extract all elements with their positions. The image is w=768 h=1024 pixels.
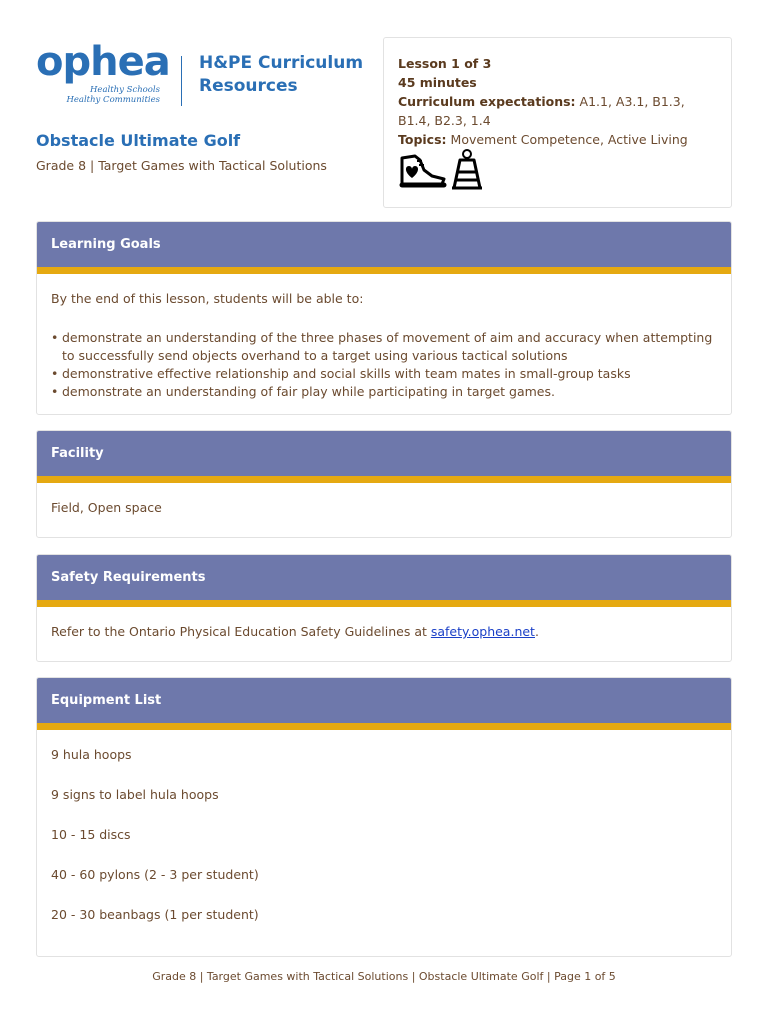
brand-line-2: Resources (199, 76, 298, 96)
lesson-subtitle: Grade 8 | Target Games with Tactical Solutions (36, 158, 327, 173)
learning-goals-header (37, 222, 731, 274)
safety-text-end: . (534, 624, 539, 639)
learning-goals-section (36, 221, 732, 415)
list-item: 40 - 60 pylons (2 - 3 per student) (51, 867, 259, 882)
safety-section (36, 554, 732, 662)
logo-tagline-1: Healthy Schools (90, 85, 160, 95)
brand-title (199, 52, 363, 98)
curriculum-label: Curriculum expectations: (398, 94, 576, 109)
list-item: 9 signs to label hula hoops (51, 787, 219, 802)
lesson-info-box (383, 37, 732, 208)
lesson-duration: 45 minutes (398, 75, 477, 90)
curriculum-value: A1.1, A3.1, B1.3, B1.4, B2.3, 1.4 (398, 94, 685, 128)
facility-heading: Facility (51, 446, 104, 461)
list-item: 9 hula hoops (51, 747, 132, 762)
logo-tagline-2: Healthy Communities (66, 95, 160, 105)
learning-goals-body (37, 274, 731, 415)
shoe-heart-icon (402, 156, 444, 185)
equipment-header (37, 678, 731, 730)
list-item: 20 - 30 beanbags (1 per student) (51, 907, 259, 922)
list-item: • demonstrate an understanding of the three phases of movement of aim and accuracy when attempting to successfully send objects overhand to a target using various tactical solutions (51, 329, 717, 365)
safety-text: Refer to the Ontario Physical Education Safety Guidelines at (51, 624, 431, 639)
page-footer: Grade 8 | Target Games with Tactical Solutions | Obstacle Ultimate Golf | Page 1 of 5 (152, 970, 616, 983)
ophea-logo (36, 38, 170, 108)
fitness-ladder-icon (452, 150, 482, 188)
list-item: 10 - 15 discs (51, 827, 131, 842)
safety-header (37, 555, 731, 607)
brand-line-1: H&PE Curriculum (199, 53, 364, 73)
topics-value: Movement Competence, Active Living (450, 132, 688, 147)
lesson-title: Obstacle Ultimate Golf (36, 131, 241, 150)
facility-text: Field, Open space (51, 500, 162, 515)
topics (398, 130, 717, 149)
facility-header (37, 431, 731, 483)
learning-goals-list (51, 329, 717, 401)
topics-label: Topics: (398, 132, 447, 147)
logo-divider (181, 56, 182, 106)
equipment-body (37, 730, 731, 957)
list-item: • demonstrate an understanding of fair play while participating in target games. (51, 383, 717, 401)
learning-goals-heading: Learning Goals (51, 237, 161, 252)
lesson-number: Lesson 1 of 3 (398, 56, 492, 71)
facility-body (37, 483, 731, 533)
safety-body (37, 607, 731, 657)
facility-section (36, 430, 732, 538)
safety-heading: Safety Requirements (51, 570, 206, 585)
safety-link[interactable]: safety.ophea.net (430, 624, 535, 639)
curriculum-expectations (398, 92, 717, 130)
list-item: • demonstrative effective relationship and social skills with team mates in small-group tasks (51, 365, 717, 383)
equipment-section (36, 677, 732, 957)
topic-icons (398, 148, 488, 197)
equipment-heading: Equipment List (51, 693, 162, 708)
logo-wordmark: ophea (36, 39, 170, 85)
learning-goals-intro: By the end of this lesson, students will be able to: (51, 291, 364, 306)
